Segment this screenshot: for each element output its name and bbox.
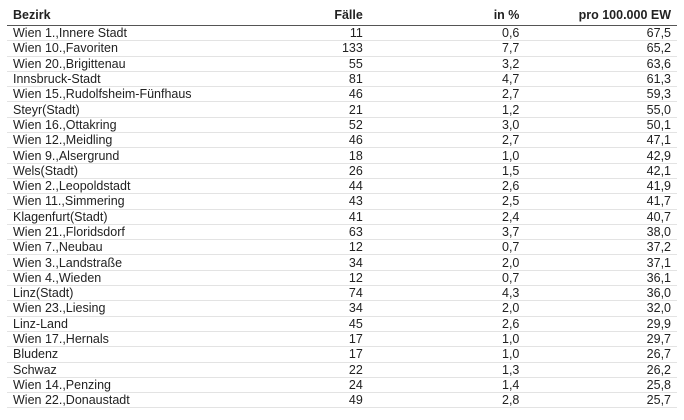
header-percent: in % — [493, 7, 520, 22]
cell-percent: 4,7 — [502, 72, 520, 87]
cell-per-100k: 41,9 — [646, 179, 672, 194]
cell-bezirk: Wien 16.,Ottakring — [13, 117, 117, 132]
table-row — [7, 102, 677, 117]
cell-per-100k: 38,0 — [646, 225, 672, 239]
table-header — [7, 4, 677, 26]
cell-per-100k: 36,0 — [646, 286, 672, 301]
cell-faelle: 55 — [348, 56, 363, 71]
table-row — [7, 347, 677, 362]
cell-per-100k: 42,1 — [646, 163, 672, 178]
cell-bezirk: Wien 11.,Simmering — [13, 194, 125, 209]
cell-per-100k: 36,1 — [646, 270, 672, 285]
cell-percent: 1,0 — [502, 347, 520, 362]
cell-per-100k: 41,7 — [646, 194, 672, 209]
cell-bezirk: Wien 22.,Donaustadt — [13, 393, 130, 408]
cell-bezirk: Wien 2.,Leopoldstadt — [13, 179, 131, 194]
cell-faelle: 49 — [348, 393, 363, 408]
table-row — [7, 286, 677, 301]
cell-faelle: 133 — [341, 41, 363, 56]
table-row — [7, 57, 677, 72]
cell-faelle: 18 — [348, 148, 363, 163]
cell-per-100k: 25,8 — [646, 377, 672, 392]
table-row — [7, 378, 677, 393]
cell-faelle: 22 — [348, 362, 363, 377]
cell-faelle: 46 — [348, 87, 363, 102]
table-row — [7, 26, 677, 41]
cell-per-100k: 65,2 — [646, 41, 672, 56]
cell-percent: 1,5 — [502, 163, 520, 178]
cell-bezirk: Wien 21.,Floridsdorf — [13, 225, 125, 239]
cell-bezirk: Wien 20.,Brigittenau — [13, 56, 126, 71]
table-row — [7, 118, 677, 133]
cell-percent: 2,8 — [502, 393, 520, 408]
cell-faelle: 44 — [348, 179, 363, 194]
cell-percent: 2,0 — [502, 301, 520, 316]
table-row — [7, 164, 677, 179]
cell-faelle: 63 — [348, 225, 363, 239]
cell-faelle: 81 — [348, 72, 363, 87]
cell-percent: 4,3 — [502, 286, 520, 301]
cell-bezirk: Wien 23.,Liesing — [13, 301, 106, 316]
cell-faelle: 26 — [348, 163, 363, 178]
cell-percent: 1,2 — [502, 102, 520, 117]
cell-percent: 1,3 — [502, 362, 520, 377]
cell-per-100k: 29,9 — [646, 316, 672, 331]
table-row — [7, 133, 677, 148]
cell-per-100k: 26,7 — [646, 347, 672, 362]
cell-faelle: 12 — [348, 240, 363, 255]
cell-bezirk: Wien 7.,Neubau — [13, 240, 103, 255]
cell-faelle: 74 — [348, 286, 363, 301]
cell-bezirk: Wien 1.,Innere Stadt — [13, 26, 127, 41]
cell-bezirk: Steyr(Stadt) — [13, 102, 80, 117]
cell-bezirk: Wels(Stadt) — [13, 163, 79, 178]
cell-per-100k: 40,7 — [646, 209, 672, 224]
table-row — [7, 179, 677, 194]
cell-percent: 2,4 — [502, 209, 520, 224]
cell-per-100k: 37,1 — [646, 255, 672, 270]
cell-percent: 3,7 — [502, 225, 520, 239]
header-bezirk: Bezirk — [13, 7, 51, 22]
cell-per-100k: 32,0 — [646, 301, 672, 316]
cell-per-100k: 63,6 — [646, 56, 672, 71]
table-row — [7, 87, 677, 102]
cell-bezirk: Wien 10.,Favoriten — [13, 41, 118, 56]
cell-percent: 2,6 — [502, 179, 520, 194]
cell-percent: 2,7 — [502, 87, 520, 102]
cell-bezirk: Schwaz — [13, 362, 57, 377]
cell-bezirk: Bludenz — [13, 347, 59, 362]
table-row — [7, 210, 677, 225]
cell-bezirk: Linz-Land — [13, 316, 68, 331]
cell-percent: 2,7 — [502, 133, 520, 148]
district-table — [7, 4, 677, 408]
table-row — [7, 301, 677, 316]
cell-percent: 3,2 — [502, 56, 520, 71]
cell-faelle: 52 — [348, 117, 363, 132]
table-row — [7, 393, 677, 408]
table-row — [7, 255, 677, 270]
cell-bezirk: Wien 14.,Penzing — [13, 377, 111, 392]
cell-per-100k: 61,3 — [646, 72, 672, 87]
cell-percent: 2,0 — [502, 255, 520, 270]
cell-faelle: 17 — [348, 347, 363, 362]
table-row — [7, 363, 677, 378]
cell-per-100k: 50,1 — [646, 117, 672, 132]
cell-per-100k: 47,1 — [646, 133, 672, 148]
cell-bezirk: Wien 4.,Wieden — [13, 270, 102, 285]
cell-faelle: 43 — [348, 194, 363, 209]
cell-bezirk: Klagenfurt(Stadt) — [13, 209, 108, 224]
cell-percent: 7,7 — [502, 41, 520, 56]
header-faelle: Fälle — [334, 7, 363, 22]
cell-percent: 2,6 — [502, 316, 520, 331]
cell-per-100k: 37,2 — [646, 240, 672, 255]
cell-bezirk: Wien 12.,Meidling — [13, 133, 113, 148]
cell-percent: 1,0 — [502, 332, 520, 347]
cell-percent: 0,7 — [502, 270, 520, 285]
cell-percent: 2,5 — [502, 194, 520, 209]
cell-bezirk: Wien 17.,Hernals — [13, 332, 109, 347]
cell-percent: 1,0 — [502, 148, 520, 163]
cell-per-100k: 59,3 — [646, 87, 672, 102]
cell-bezirk: Innsbruck-Stadt — [13, 72, 101, 87]
table-row — [7, 271, 677, 286]
table-row — [7, 332, 677, 347]
cell-per-100k: 25,7 — [646, 393, 672, 408]
cell-faelle: 34 — [348, 301, 363, 316]
cell-faelle: 45 — [348, 316, 363, 331]
table-body — [7, 26, 677, 408]
cell-faelle: 17 — [348, 332, 363, 347]
table-row — [7, 317, 677, 332]
cell-faelle: 41 — [348, 209, 363, 224]
cell-percent: 0,7 — [502, 240, 520, 255]
cell-faelle: 11 — [349, 26, 363, 41]
cell-bezirk: Linz(Stadt) — [13, 286, 74, 301]
cell-percent: 0,6 — [502, 26, 520, 41]
cell-bezirk: Wien 3.,Landstraße — [13, 255, 123, 270]
cell-percent: 1,4 — [502, 377, 520, 392]
table-row — [7, 194, 677, 209]
cell-faelle: 46 — [348, 133, 363, 148]
table-row — [7, 148, 677, 163]
cell-per-100k: 42,9 — [646, 148, 672, 163]
table-row — [7, 240, 677, 255]
cell-per-100k: 29,7 — [646, 332, 672, 347]
cell-bezirk: Wien 15.,Rudolfsheim-Fünfhaus — [13, 87, 192, 102]
cell-faelle: 12 — [348, 270, 363, 285]
cell-per-100k: 67,5 — [646, 26, 672, 41]
cell-faelle: 24 — [348, 377, 363, 392]
table-row — [7, 225, 677, 240]
cell-per-100k: 55,0 — [646, 102, 672, 117]
cell-percent: 3,0 — [502, 117, 520, 132]
cell-faelle: 34 — [348, 255, 363, 270]
table-row — [7, 41, 677, 56]
table-row — [7, 72, 677, 87]
header-per-100k: pro 100.000 EW — [578, 7, 672, 22]
cell-per-100k: 26,2 — [646, 362, 672, 377]
cell-bezirk: Wien 9.,Alsergrund — [13, 148, 120, 163]
cell-faelle: 21 — [348, 102, 363, 117]
